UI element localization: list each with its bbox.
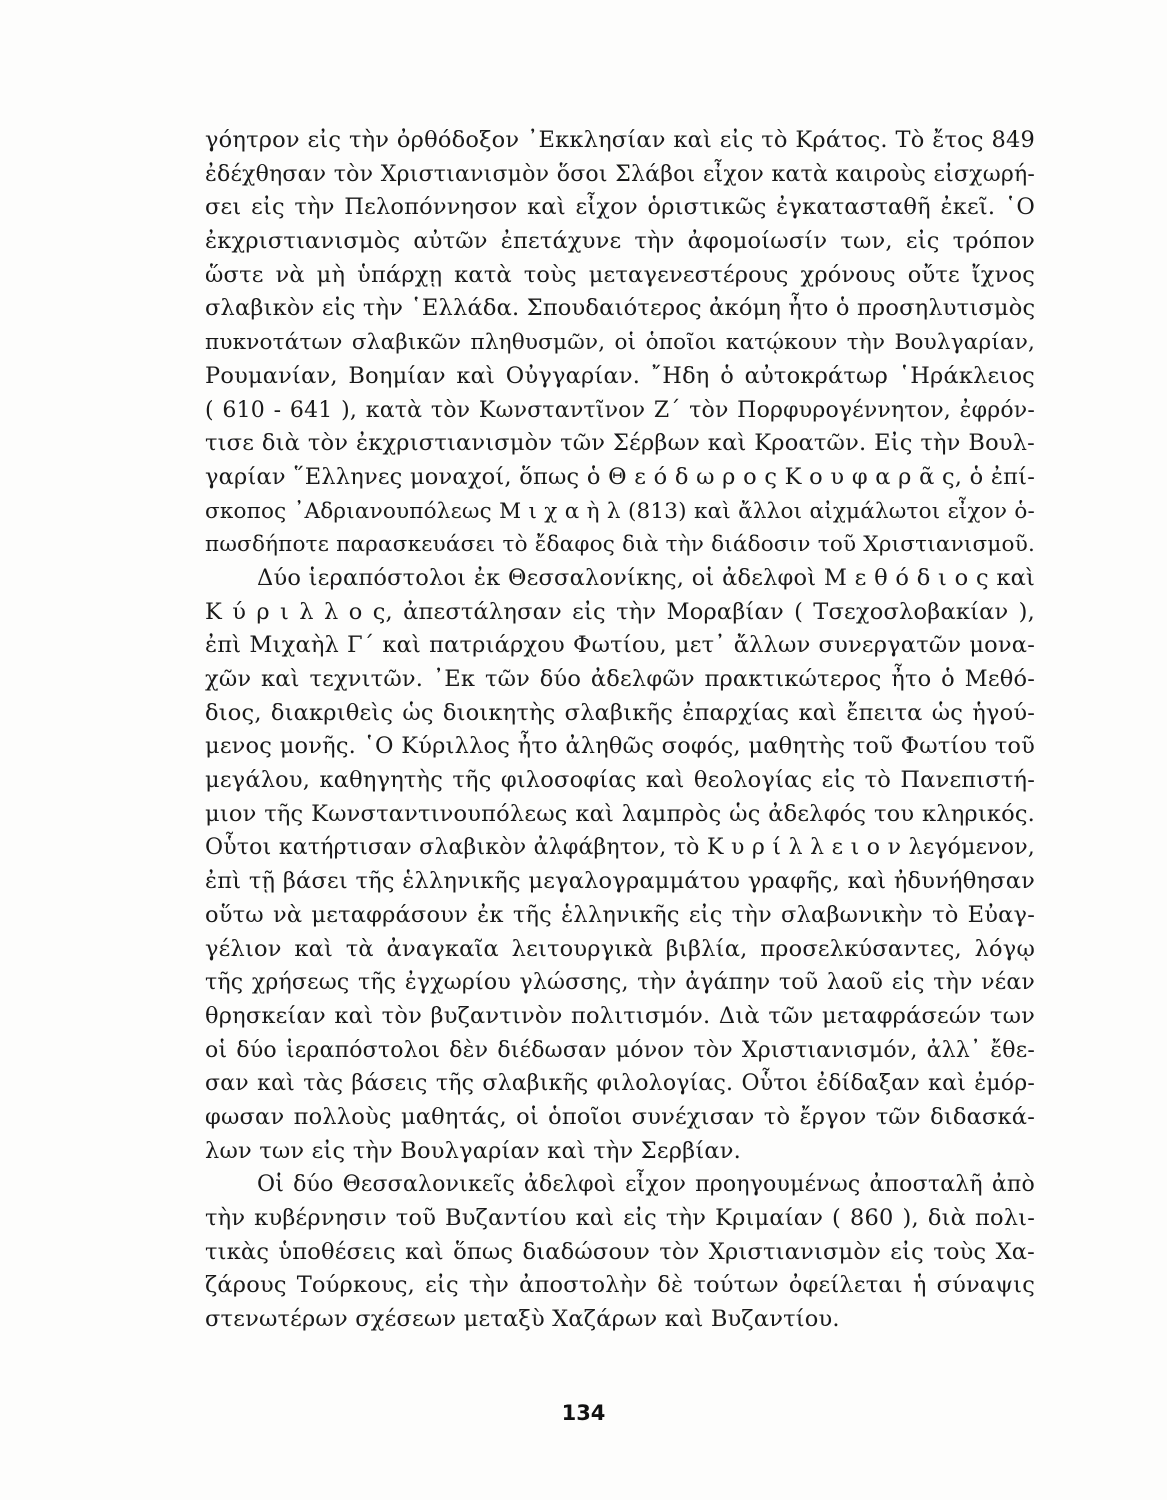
text-line: πωσδήποτε παρασκευάσει τὸ ἔδαφος διὰ τὴν διάδοσιν τοῦ Χριστιανισμοῦ. — [205, 532, 1035, 558]
paragraph-3 — [205, 1168, 1035, 1336]
text-line: Κ ύ ρ ι λ λ ο ς, ἀπεστάλησαν εἰς τὴν Μοραβίαν ( Τσεχοσλοβακίαν ), — [205, 598, 1035, 625]
text-line: σει εἰς τὴν Πελοπόννησον καὶ εἶχον ὁριστικῶς ἐγκατασταθῆ ἐκεῖ. ῾Ο — [205, 194, 1035, 221]
text-line: ζάρους Τούρκους, εἰς τὴν ἀποστολὴν δὲ τούτων ὀφείλεται ἡ σύναψις — [205, 1272, 1035, 1299]
text-line: τὴν κυβέρνησιν τοῦ Βυζαντίου καὶ εἰς τὴν Κριμαίαν ( 860 ), διὰ πολι- — [205, 1205, 1035, 1231]
text-line: διος, διακριθεὶς ὡς διοικητὴς σλαβικῆς ἐπαρχίας καὶ ἔπειτα ὡς ἡγού- — [205, 699, 1035, 726]
text-line: σκοπος ᾿Αδριανουπόλεως Μ ι χ α ὴ λ (813) καὶ ἄλλοι αἰχμάλωτοι εἶχον ὁ- — [205, 498, 1035, 524]
text-line: ἐδέχθησαν τὸν Χριστιανισμὸν ὅσοι Σλάβοι εἶχον κατὰ καιροὺς εἰσχωρή- — [205, 161, 1035, 187]
text-line: γόητρον εἰς τὴν ὀρθόδοξον ᾿Εκκλησίαν καὶ εἰς τὸ Κράτος. Τὸ ἔτος 849 — [205, 127, 1035, 153]
body-text — [205, 124, 1035, 1337]
text-line: τισε διὰ τὸν ἐκχριστιανισμὸν τῶν Σέρβων καὶ Κροατῶν. Εἰς τὴν Βουλ- — [205, 430, 1035, 457]
text-line: γαρίαν ῞Ελληνες μοναχοί, ὅπως ὁ Θ ε ό δ ω ρ ο ς Κ ο υ φ α ρ ᾶ ς, ὁ ἐπί- — [205, 463, 1035, 490]
text-line: ὥστε νὰ μὴ ὑπάρχῃ κατὰ τοὺς μεταγενεστέρους χρόνους οὔτε ἴχνος — [205, 261, 1035, 288]
text-line: τικὰς ὑποθέσεις καὶ ὅπως διαδώσουν τὸν Χριστιανισμὸν εἰς τοὺς Χα- — [205, 1238, 1035, 1265]
text-line: μενος μονῆς. ῾Ο Κύριλλος ἦτο ἀληθῶς σοφός, μαθητὴς τοῦ Φωτίου τοῦ — [205, 733, 1035, 760]
text-line: χῶν καὶ τεχνιτῶν. ᾿Εκ τῶν δύο ἀδελφῶν πρακτικώτερος ἦτο ὁ Μεθό- — [205, 666, 1035, 692]
text-line: ἐπὶ τῇ βάσει τῆς ἑλληνικῆς μεγαλογραμμάτου γραφῆς, καὶ ἠδυνήθησαν — [205, 868, 1035, 895]
text-line: Ρουμανίαν, Βοημίαν καὶ Οὐγγαρίαν. ῎Ηδη ὁ αὐτοκράτωρ ῾Ηράκλειος — [205, 362, 1035, 389]
text-line: στενωτέρων σχέσεων μεταξὺ Χαζάρων καὶ Βυζαντίου. — [205, 1306, 840, 1333]
text-line: ( 610 - 641 ), κατὰ τὸν Κωνσταντῖνον Ζ΄ τὸν Πορφυρογέννητον, ἐφρόν- — [205, 397, 1035, 423]
text-line: οὕτω νὰ μεταφράσουν ἐκ τῆς ἑλληνικῆς εἰς τὴν σλαβωνικὴν τὸ Εὐαγ- — [205, 901, 1035, 928]
text-line: σαν καὶ τὰς βάσεις τῆς σλαβικῆς φιλολογίας. Οὗτοι ἐδίδαξαν καὶ ἐμόρ- — [205, 1071, 1035, 1097]
text-line: μεγάλου, καθηγητὴς τῆς φιλοσοφίας καὶ θεολογίας εἰς τὸ Πανεπιστή- — [205, 767, 1035, 794]
text-line: Δύο ἱεραπόστολοι ἐκ Θεσσαλονίκης, οἱ ἀδελφοὶ Μ ε θ ό δ ι ο ς καὶ — [257, 564, 1035, 591]
paragraph-1 — [205, 124, 1035, 562]
text-line: θρησκείαν καὶ τὸν βυζαντινὸν πολιτισμόν. Διὰ τῶν μεταφράσεών των — [205, 1002, 1035, 1029]
text-line: φωσαν πολλοὺς μαθητάς, οἱ ὁποῖοι συνέχισαν τὸ ἔργον τῶν διδασκά- — [205, 1103, 1035, 1130]
text-line: ἐκχριστιανισμὸς αὐτῶν ἐπετάχυνε τὴν ἀφομοίωσίν των, εἰς τρόπον — [205, 228, 1035, 255]
text-line: πυκνοτάτων σλαβικῶν πληθυσμῶν, οἱ ὁποῖοι κατῴκουν τὴν Βουλγαρίαν, — [205, 330, 1035, 356]
page-number: 134 — [561, 1401, 606, 1425]
text-line: οἱ δύο ἱεραπόστολοι δὲν διέδωσαν μόνον τὸν Χριστιανισμόν, ἀλλ᾿ ἔθε- — [205, 1037, 1035, 1063]
text-line: λων των εἰς τὴν Βουλγαρίαν καὶ τὴν Σερβίαν. — [205, 1137, 742, 1164]
text-line: γέλιον καὶ τὰ ἀναγκαῖα λειτουργικὰ βιβλία, προσελκύσαντες, λόγῳ — [205, 935, 1035, 962]
text-line: σλαβικὸν εἰς τὴν ῾Ελλάδα. Σπουδαιότερος ἀκόμη ἦτο ὁ προσηλυτισμὸς — [205, 295, 1036, 322]
text-line: Οὗτοι κατήρτισαν σλαβικὸν ἀλφάβητον, τὸ Κ υ ρ ί λ λ ε ι ο ν λεγόμενον, — [205, 835, 1035, 861]
paragraph-2 — [205, 562, 1035, 1168]
text-line: Οἱ δύο Θεσσαλονικεῖς ἀδελφοὶ εἶχον προηγουμένως ἀποσταλῆ ἀπὸ — [257, 1172, 1035, 1198]
text-line: τῆς χρήσεως τῆς ἐγχωρίου γλώσσης, τὴν ἀγάπην τοῦ λαοῦ εἰς τὴν νέαν — [205, 970, 1035, 996]
text-line: μιον τῆς Κωνσταντινουπόλεως καὶ λαμπρὸς ὡς ἀδελφός του κληρικός. — [205, 800, 1035, 827]
text-line: ἐπὶ Μιχαὴλ Γ΄ καὶ πατριάρχου Φωτίου, μετ᾿ ἄλλων συνεργατῶν μονα- — [205, 632, 1035, 659]
